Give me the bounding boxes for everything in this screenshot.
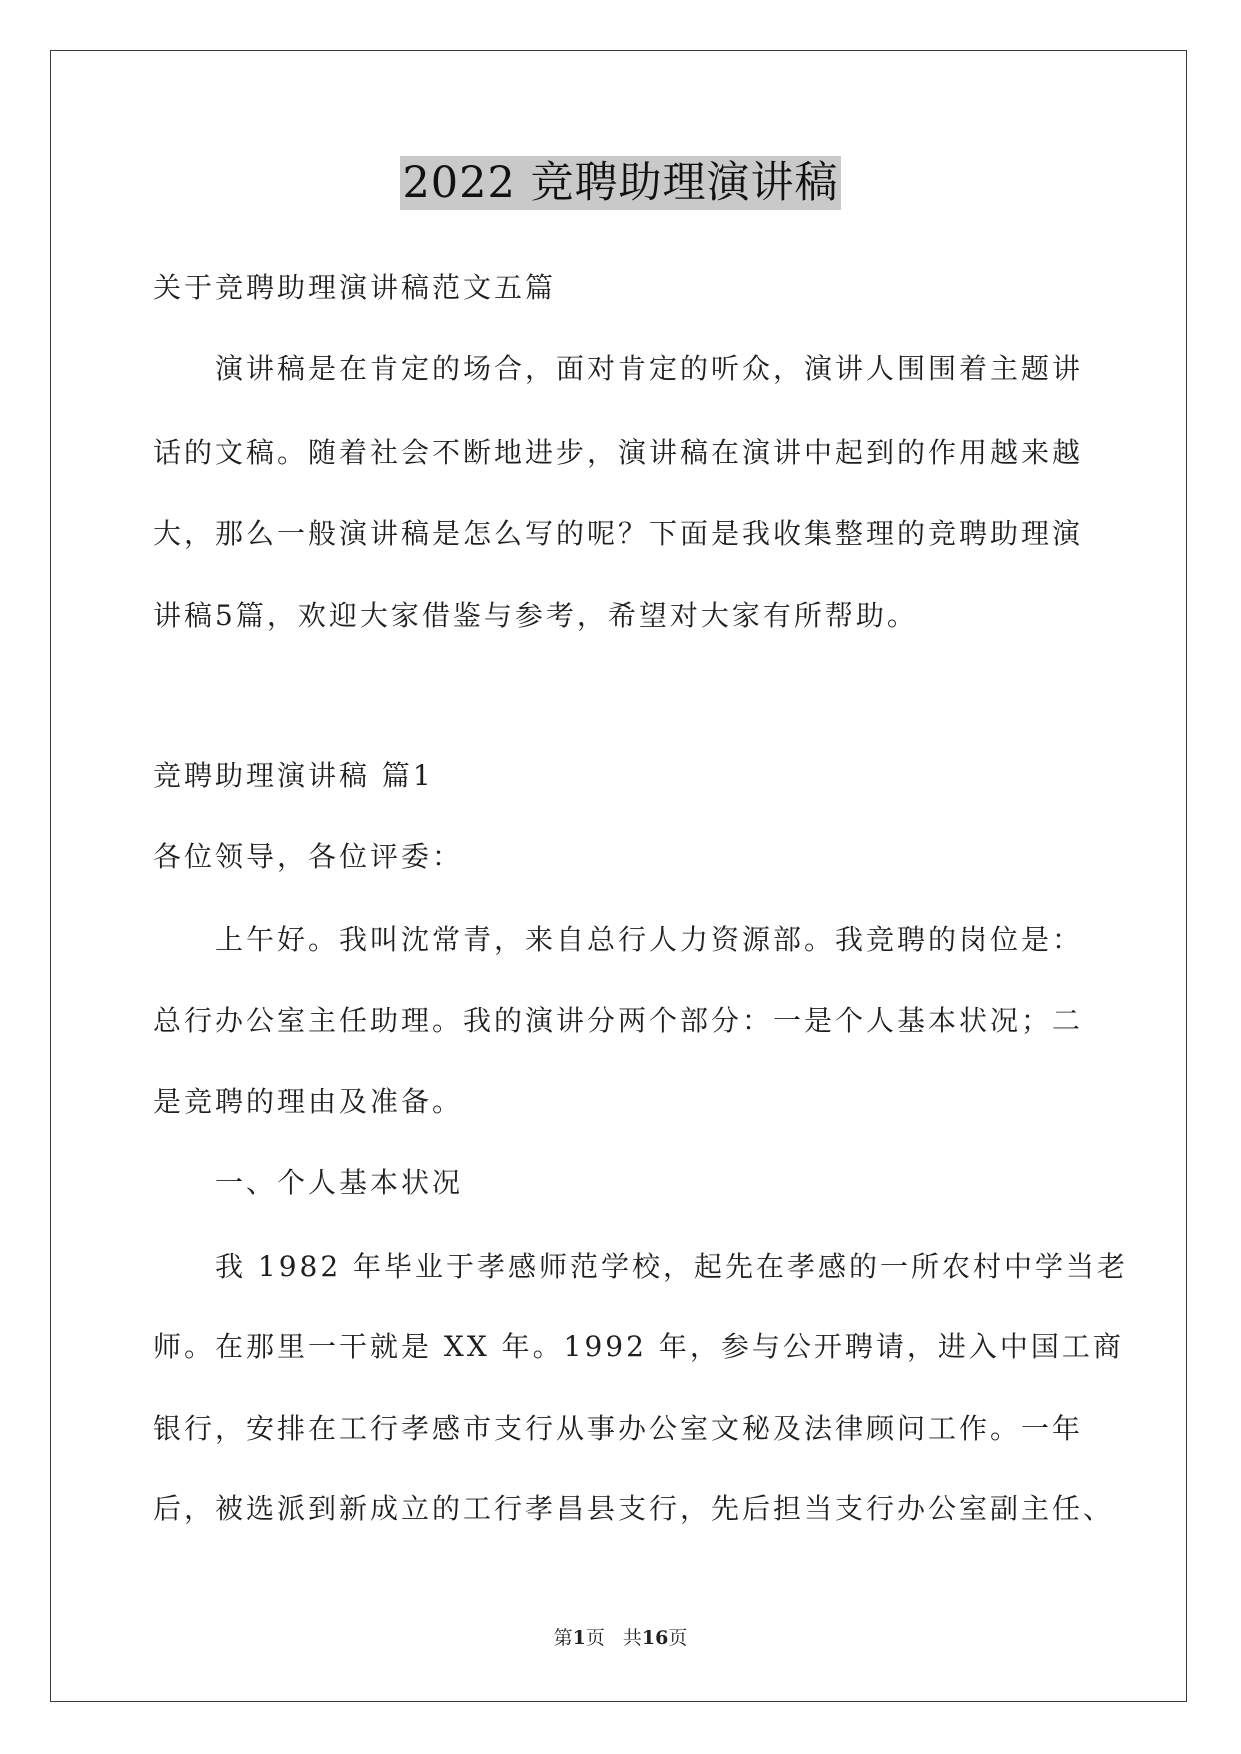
document-title: 2022 竞聘助理演讲稿 xyxy=(402,158,839,208)
paragraph-line: 是竞聘的理由及准备。 xyxy=(153,1085,464,1118)
section-heading: 竞聘助理演讲稿 篇1 xyxy=(153,759,434,792)
paragraph-line: 银行，安排在工行孝感市支行从事办公室文秘及法律顾问工作。一年 xyxy=(153,1412,1084,1445)
paragraph-line: 上午好。我叫沈常青，来自总行人力资源部。我竞聘的岗位是： xyxy=(215,923,1084,956)
intro-line: 话的文稿。随着社会不断地进步，演讲稿在演讲中起到的作用越来越 xyxy=(153,436,1084,469)
paragraph-line: 总行办公室主任助理。我的演讲分两个部分：一是个人基本状况；二 xyxy=(153,1004,1084,1037)
intro-line: 讲稿5篇，欢迎大家借鉴与参考，希望对大家有所帮助。 xyxy=(153,599,918,632)
intro-line: 演讲稿是在肯定的场合，面对肯定的听众，演讲人围围着主题讲 xyxy=(215,352,1084,385)
document-subtitle: 关于竞聘助理演讲稿范文五篇 xyxy=(153,271,557,304)
page-total-prefix: 共 xyxy=(622,1627,642,1649)
subheading: 一、个人基本状况 xyxy=(215,1166,464,1199)
intro-line: 大，那么一般演讲稿是怎么写的呢？下面是我收集整理的竞聘助理演 xyxy=(153,517,1084,550)
paragraph-line: 我 1982 年毕业于孝感师范学校，起先在孝感的一所农村中学当老 xyxy=(215,1250,1129,1283)
salutation: 各位领导，各位评委： xyxy=(153,840,464,873)
paragraph-line: 后，被选派到新成立的工行孝昌县支行，先后担当支行办公室副主任、 xyxy=(153,1492,1115,1525)
page-footer xyxy=(0,1626,1241,1650)
page-total-suffix: 页 xyxy=(668,1627,688,1649)
page-number-suffix: 页 xyxy=(585,1627,605,1649)
page-number: 1 xyxy=(572,1627,586,1649)
paragraph-line: 师。在那里一干就是 XX 年。1992 年，参与公开聘请，进入中国工商 xyxy=(153,1330,1124,1363)
page-number-prefix: 第 xyxy=(553,1627,573,1649)
page-total: 16 xyxy=(641,1627,669,1649)
title-container xyxy=(0,156,1241,210)
